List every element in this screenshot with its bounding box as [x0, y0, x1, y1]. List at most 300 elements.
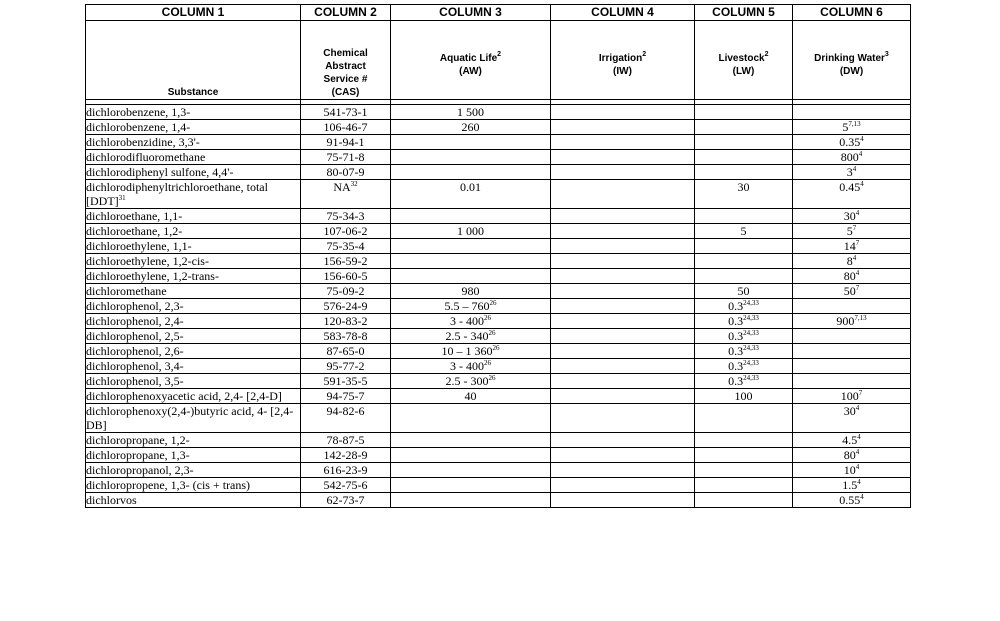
substance-cell [86, 120, 301, 135]
substance-cell-value: dichlorodifluoromethane [86, 150, 206, 164]
cas-cell [301, 463, 391, 478]
irrigation-cell [551, 344, 695, 359]
table-row [86, 180, 911, 209]
irrigation-cell [551, 180, 695, 209]
cas-cell-value: 87-65-0 [326, 344, 365, 358]
irrigation-cell [551, 224, 695, 239]
livestock-cell [695, 284, 793, 299]
aquatic-life-cell-value: 40 [464, 389, 477, 403]
irrigation-cell [551, 314, 695, 329]
aquatic-life-cell [391, 254, 551, 269]
table-row [86, 269, 911, 284]
substance-cell-value: dichloropropanol, 2,3- [86, 463, 194, 477]
aquatic-life-cell [391, 284, 551, 299]
drinking-water-cell [793, 209, 911, 224]
footnote-marker: 3 [884, 51, 889, 58]
drinking-water-cell-value: 900 [836, 314, 855, 328]
footnote-marker: 26 [484, 359, 491, 367]
livestock-cell [695, 374, 793, 389]
footnote-marker: 4 [855, 404, 860, 412]
drinking-water-cell-value: 8 [846, 254, 853, 268]
cas-cell [301, 344, 391, 359]
cas-cell [301, 314, 391, 329]
footnote-marker: 2 [764, 51, 769, 58]
column-description-row [86, 21, 911, 100]
drinking-water-cell-value: 0.45 [839, 180, 861, 194]
substance-cell [86, 165, 301, 180]
substance-cell [86, 359, 301, 374]
irrigation-cell [551, 209, 695, 224]
drinking-water-cell-value: 800 [840, 150, 859, 164]
drinking-water-cell [793, 239, 911, 254]
drinking-water-cell [793, 120, 911, 135]
drinking-water-cell-value: 30 [843, 404, 856, 418]
footnote-marker: 2 [497, 51, 502, 58]
drinking-water-cell [793, 344, 911, 359]
livestock-cell-value: 50 [737, 284, 750, 298]
aquatic-life-cell [391, 180, 551, 209]
irrigation-label-text: Irrigation [598, 53, 643, 64]
table-row [86, 254, 911, 269]
aquatic-life-cell-value: 980 [461, 284, 480, 298]
substance-cell [86, 329, 301, 344]
livestock-cell [695, 359, 793, 374]
irrigation-cell [551, 448, 695, 463]
irrigation-cell [551, 433, 695, 448]
aquatic-life-header-label [391, 52, 550, 65]
aquatic-life-cell-value: 1 000 [457, 224, 484, 238]
irrigation-cell [551, 463, 695, 478]
cas-header-line: Abstract [325, 61, 366, 72]
column-3-heading: COLUMN 3 [391, 5, 551, 21]
drinking-water-header [793, 21, 911, 100]
substance-cell-value: dichlorvos [86, 493, 137, 507]
cas-header-line: Service # [323, 74, 368, 85]
substance-cell-value: dichlorophenoxyacetic acid, 2,4- [2,4-D] [86, 389, 282, 403]
cas-cell [301, 299, 391, 314]
drinking-water-header-abbr: (DW) [839, 66, 864, 77]
drinking-water-cell [793, 269, 911, 284]
livestock-cell [695, 120, 793, 135]
livestock-header-label [695, 52, 792, 65]
cas-cell [301, 478, 391, 493]
column-2-heading: COLUMN 2 [301, 5, 391, 21]
irrigation-cell [551, 359, 695, 374]
footnote-marker: 26 [488, 374, 496, 382]
substance-cell-value: dichloromethane [86, 284, 167, 298]
cas-cell-value: 591-35-5 [323, 374, 368, 388]
cas-cell-value: 94-75-7 [326, 389, 365, 403]
footnote-marker: 4 [852, 165, 857, 173]
cas-cell-value: 62-73-7 [326, 493, 365, 507]
drinking-water-cell-value: 50 [843, 284, 856, 298]
footnote-marker: 24,33 [743, 344, 759, 352]
aquatic-life-cell [391, 299, 551, 314]
substance-cell-value: dichlorodiphenyltrichloroethane, total [DDT] [86, 180, 268, 208]
substance-cell [86, 314, 301, 329]
irrigation-cell [551, 329, 695, 344]
aquatic-life-cell [391, 120, 551, 135]
table-row [86, 404, 911, 433]
substance-cell [86, 493, 301, 508]
substance-cell-value: dichloroethane, 1,1- [86, 209, 183, 223]
cas-cell-value: 91-94-1 [326, 135, 365, 149]
aquatic-life-header-abbr: (AW) [459, 66, 482, 77]
livestock-cell [695, 239, 793, 254]
cas-cell [301, 374, 391, 389]
aquatic-life-cell [391, 344, 551, 359]
aquatic-life-cell-value: 2.5 - 340 [445, 329, 489, 343]
livestock-cell [695, 150, 793, 165]
aquatic-life-cell-value: 0.01 [460, 180, 481, 194]
livestock-cell [695, 224, 793, 239]
footnote-marker: 4 [857, 433, 861, 441]
livestock-cell [695, 299, 793, 314]
table-row [86, 374, 911, 389]
drinking-water-cell-value: 5 [842, 120, 849, 134]
table-row [86, 299, 911, 314]
aquatic-life-cell [391, 105, 551, 120]
drinking-water-cell [793, 224, 911, 239]
livestock-cell [695, 389, 793, 404]
drinking-water-cell [793, 314, 911, 329]
substance-cell-value: dichlorophenol, 2,6- [86, 344, 184, 358]
irrigation-cell [551, 105, 695, 120]
irrigation-cell [551, 165, 695, 180]
substance-cell [86, 209, 301, 224]
drinking-water-cell [793, 359, 911, 374]
irrigation-cell [551, 269, 695, 284]
livestock-cell-value: 30 [737, 180, 750, 194]
footnote-marker: 26 [489, 299, 497, 307]
footnote-marker: 26 [484, 314, 491, 322]
livestock-header-abbr: (LW) [732, 66, 755, 77]
footnote-marker: 24,33 [743, 314, 759, 322]
cas-cell [301, 165, 391, 180]
drinking-water-cell-value: 80 [843, 269, 856, 283]
livestock-cell-value: 0.3 [728, 359, 744, 373]
column-6-heading: COLUMN 6 [793, 5, 911, 21]
livestock-cell [695, 105, 793, 120]
aquatic-life-cell [391, 389, 551, 404]
substance-cell-value: dichlorophenoxy(2,4-)butyric acid, 4- [2,4-DB] [86, 404, 294, 432]
cas-cell [301, 180, 391, 209]
substance-cell [86, 478, 301, 493]
livestock-cell-value: 0.3 [728, 299, 744, 313]
aquatic-life-cell [391, 374, 551, 389]
water-quality-guidelines-table [85, 4, 911, 508]
cas-cell [301, 135, 391, 150]
irrigation-header-abbr: (IW) [613, 66, 632, 77]
drinking-water-cell [793, 389, 911, 404]
drinking-water-cell [793, 165, 911, 180]
substance-cell [86, 239, 301, 254]
substance-cell [86, 180, 301, 209]
livestock-cell-value: 0.3 [728, 314, 744, 328]
aquatic-life-label-text: Aquatic Life [439, 53, 498, 64]
table-row [86, 314, 911, 329]
footnote-marker: 7 [855, 284, 860, 292]
cas-cell-value: 106-46-7 [323, 120, 368, 134]
cas-cell [301, 389, 391, 404]
aquatic-life-cell-value: 3 - 400 [450, 314, 484, 328]
livestock-cell [695, 314, 793, 329]
substance-cell-value: dichloroethylene, 1,2-trans- [86, 269, 219, 283]
table-row [86, 209, 911, 224]
livestock-cell-value: 0.3 [728, 329, 744, 343]
cas-cell-value: 583-78-8 [323, 329, 368, 343]
drinking-water-cell-value: 100 [840, 389, 859, 403]
cas-cell-value: 75-71-8 [326, 150, 365, 164]
drinking-water-cell [793, 463, 911, 478]
footnote-marker: 4 [852, 254, 857, 262]
substance-cell-value: dichlorophenol, 2,3- [86, 299, 184, 313]
cas-cell-value: 142-28-9 [323, 448, 368, 462]
aquatic-life-cell-value: 10 – 1 360 [441, 344, 493, 358]
aquatic-life-cell [391, 493, 551, 508]
table-row [86, 344, 911, 359]
cas-header-line: Chemical [323, 48, 368, 59]
aquatic-life-cell [391, 224, 551, 239]
aquatic-life-cell-value: 3 - 400 [450, 359, 484, 373]
livestock-cell [695, 404, 793, 433]
aquatic-life-cell [391, 314, 551, 329]
footnote-marker: 24,33 [743, 329, 759, 337]
irrigation-cell [551, 493, 695, 508]
livestock-cell [695, 448, 793, 463]
cas-cell-value: 107-06-2 [323, 224, 368, 238]
livestock-cell [695, 433, 793, 448]
livestock-cell [695, 165, 793, 180]
table-row [86, 284, 911, 299]
cas-cell [301, 329, 391, 344]
table-row [86, 224, 911, 239]
cas-cell-value: 75-09-2 [326, 284, 365, 298]
substance-cell [86, 224, 301, 239]
aquatic-life-cell [391, 448, 551, 463]
irrigation-cell [551, 389, 695, 404]
cas-cell-value: 75-35-4 [326, 239, 365, 253]
livestock-cell-value: 100 [734, 389, 753, 403]
irrigation-cell [551, 135, 695, 150]
drinking-water-cell-value: 5 [846, 224, 853, 238]
table-row [86, 150, 911, 165]
irrigation-cell [551, 120, 695, 135]
cas-header [301, 21, 391, 100]
aquatic-life-cell [391, 463, 551, 478]
table-row [86, 463, 911, 478]
substance-cell [86, 150, 301, 165]
cas-cell-value: 75-34-3 [326, 209, 365, 223]
cas-cell [301, 448, 391, 463]
cas-cell [301, 254, 391, 269]
drinking-water-cell-value: 1.5 [842, 478, 858, 492]
cas-cell-value: 94-82-6 [326, 404, 365, 418]
aquatic-life-cell-value: 1 500 [457, 105, 484, 119]
livestock-cell [695, 329, 793, 344]
drinking-water-cell [793, 404, 911, 433]
drinking-water-cell-value: 0.55 [839, 493, 861, 507]
substance-cell-value: dichlorobenzene, 1,3- [86, 105, 191, 119]
substance-cell-value: dichloroethylene, 1,1- [86, 239, 192, 253]
aquatic-life-header [391, 21, 551, 100]
drinking-water-cell [793, 299, 911, 314]
cas-cell [301, 284, 391, 299]
substance-cell [86, 284, 301, 299]
irrigation-cell [551, 150, 695, 165]
drinking-water-cell [793, 493, 911, 508]
cas-cell-value: 120-83-2 [323, 314, 368, 328]
aquatic-life-cell [391, 150, 551, 165]
substance-cell-value: dichlorobenzene, 1,4- [86, 120, 191, 134]
substance-cell-value: dichlorophenol, 2,5- [86, 329, 184, 343]
substance-cell [86, 269, 301, 284]
drinking-water-cell [793, 135, 911, 150]
aquatic-life-cell [391, 433, 551, 448]
drinking-water-cell-value: 14 [843, 239, 856, 253]
footnote-marker: 4 [860, 493, 864, 501]
substance-cell [86, 344, 301, 359]
irrigation-cell [551, 404, 695, 433]
table-row [86, 448, 911, 463]
cas-cell-value: 542-75-6 [323, 478, 368, 492]
drinking-water-cell [793, 433, 911, 448]
drinking-water-cell [793, 478, 911, 493]
cas-cell-value: 80-07-9 [326, 165, 365, 179]
irrigation-header [551, 21, 695, 100]
substance-cell-value: dichloroethylene, 1,2-cis- [86, 254, 209, 268]
substance-cell [86, 433, 301, 448]
aquatic-life-cell [391, 404, 551, 433]
cas-cell [301, 105, 391, 120]
table-row [86, 135, 911, 150]
cas-cell [301, 150, 391, 165]
substance-rows [86, 105, 911, 508]
drinking-water-cell-value: 80 [843, 448, 856, 462]
livestock-cell-value: 5 [740, 224, 747, 238]
table-row [86, 105, 911, 120]
footnote-marker: 31 [118, 194, 126, 202]
cas-cell-value: 78-87-5 [326, 433, 365, 447]
substance-cell-value: dichloropropane, 1,3- [86, 448, 190, 462]
footnote-marker: 4 [855, 448, 860, 456]
substance-cell [86, 254, 301, 269]
livestock-cell [695, 463, 793, 478]
cas-cell-value: 576-24-9 [323, 299, 368, 313]
drinking-water-cell-value: 0.35 [839, 135, 861, 149]
drinking-water-cell [793, 329, 911, 344]
cas-cell [301, 120, 391, 135]
drinking-water-cell [793, 374, 911, 389]
substance-cell-value: dichlorobenzidine, 3,3'- [86, 135, 200, 149]
footnote-marker: 4 [860, 180, 864, 188]
substance-cell [86, 389, 301, 404]
footnote-marker: 7 [852, 224, 857, 232]
cas-header-line: (CAS) [331, 87, 360, 98]
drinking-water-cell-value: 10 [843, 463, 856, 477]
column-1-heading: COLUMN 1 [86, 5, 301, 21]
livestock-header [695, 21, 793, 100]
table-row [86, 389, 911, 404]
cas-cell-value: 156-59-2 [323, 254, 368, 268]
cas-cell-value: 156-60-5 [323, 269, 368, 283]
substance-cell-value: dichloroethane, 1,2- [86, 224, 183, 238]
footnote-marker: 4 [860, 135, 864, 143]
substance-header-label: Substance [167, 87, 219, 98]
substance-cell [86, 463, 301, 478]
footnote-marker: 2 [642, 51, 647, 58]
footnote-marker: 26 [488, 329, 496, 337]
cas-cell [301, 433, 391, 448]
cas-cell-value: 616-23-9 [323, 463, 368, 477]
footnote-marker: 7,13 [854, 314, 867, 322]
footnote-marker: 24,33 [743, 299, 759, 307]
drinking-water-cell [793, 254, 911, 269]
irrigation-cell [551, 254, 695, 269]
aquatic-life-cell-value: 5.5 – 760 [444, 299, 490, 313]
aquatic-life-cell [391, 135, 551, 150]
drinking-water-cell [793, 284, 911, 299]
livestock-label-text: Livestock [718, 53, 765, 64]
substance-cell [86, 105, 301, 120]
substance-cell-value: dichlorophenol, 2,4- [86, 314, 184, 328]
footnote-marker: 24,33 [743, 359, 759, 367]
irrigation-cell [551, 239, 695, 254]
livestock-cell [695, 209, 793, 224]
cas-cell [301, 239, 391, 254]
cas-cell-value: NA [333, 180, 351, 194]
drinking-water-cell [793, 180, 911, 209]
table-row [86, 478, 911, 493]
irrigation-header-label [551, 52, 694, 65]
table-row [86, 239, 911, 254]
footnote-marker: 4 [855, 463, 860, 471]
livestock-cell-value: 0.3 [728, 344, 744, 358]
column-number-row [86, 5, 911, 21]
livestock-cell [695, 135, 793, 150]
irrigation-cell [551, 299, 695, 314]
drinking-water-cell-value: 4.5 [842, 433, 858, 447]
livestock-cell [695, 493, 793, 508]
table-row [86, 493, 911, 508]
drinking-water-cell-value: 3 [846, 165, 853, 179]
substance-cell-value: dichlorophenol, 3,5- [86, 374, 184, 388]
livestock-cell [695, 269, 793, 284]
substance-cell-value: dichlorophenol, 3,4- [86, 359, 184, 373]
footnote-marker: 26 [492, 344, 500, 352]
irrigation-cell [551, 478, 695, 493]
substance-cell [86, 448, 301, 463]
substance-cell-value: dichlorodiphenyl sulfone, 4,4'- [86, 165, 234, 179]
cas-cell-value: 95-77-2 [326, 359, 365, 373]
irrigation-cell [551, 374, 695, 389]
drinking-water-cell-value: 30 [843, 209, 856, 223]
footnote-marker: 4 [857, 478, 861, 486]
drinking-water-cell [793, 150, 911, 165]
drinking-water-label-text: Drinking Water [814, 53, 885, 64]
irrigation-cell [551, 284, 695, 299]
table-row [86, 329, 911, 344]
substance-cell [86, 374, 301, 389]
aquatic-life-cell [391, 269, 551, 284]
aquatic-life-cell-value: 2.5 - 300 [445, 374, 489, 388]
footnote-marker: 7 [855, 239, 860, 247]
footnote-marker: 7 [858, 389, 863, 397]
cas-cell [301, 404, 391, 433]
footnote-marker: 7,13 [848, 120, 861, 128]
table-row [86, 433, 911, 448]
cas-cell-value: 541-73-1 [323, 105, 368, 119]
